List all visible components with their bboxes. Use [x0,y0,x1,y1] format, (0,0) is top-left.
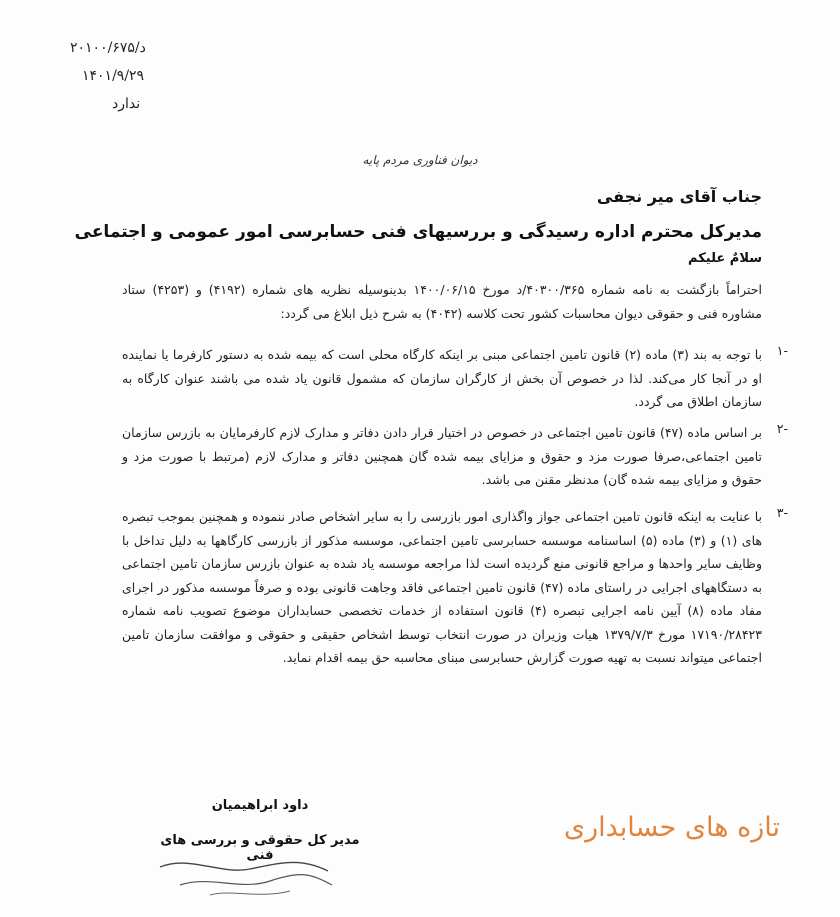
letter-date: ۱۴۰۱/۹/۲۹ [82,68,145,84]
list-item-number: -۲ [776,421,788,436]
handwritten-signature-icon [150,845,340,905]
letter-attachment: ندارد [112,96,141,112]
list-item [122,343,788,414]
list-item [122,505,788,670]
list-item [122,421,788,492]
watermark-text: تازه های حسابداری [563,812,780,843]
greeting: سلامٌ علیکم [688,251,762,266]
list-item-text: با عنایت به اینکه قانون تامین اجتماعی جواز واگذاری امور بازرسی را به سایر اشخاص صادر ننموده و همچنین بموجب تبصره های (۱) و (۳) ماده (۵) اساسنامه موسسه حسابرسی تامین اجتماعی، موسسه مذکور از بازرسی کارگاهها به دلیل تداخل با وظایف سایر واحدها و مراجع قانونی منع گردیده است لذا مراجعه موسسه یاد شده به عنوان بازرس سازمان تامین اجتماعی به دستگاههای اجرایی در راستای ماده (۴۷) قانون تامین اجتماعی فاقد وجاهت قانونی بوده و صرفاً موسسه مذکور در اجرای مفاد ماده (۸) آیین نامه اجرایی تبصره (۴) قانون استفاده از خدمات تخصصی حسابداران موضوع تصویب نامه شماره ۱۷۱۹۰/۲۸۴۲۳ مورخ ۱۳۷۹/۷/۳ هیات وزیران در صورت انتخاب توسط اشخاص حقیقی و حقوقی و موافقت سازمان تامین اجتماعی میتواند نسبت به تهیه صورت گزارش حسابرسی مبنای محاسبه حق بیمه اقدام نماید. [122,509,763,665]
list-item-text: بر اساس ماده (۴۷) قانون تامین اجتماعی در خصوص در اختیار قرار دادن دفاتر و مدارک لازم کارفرمایان به بازرس سازمان تامین اجتماعی،صرفا صورت مزد و حقوق و مزایای بیمه شده گان همچنین دفاتر و مدارک لازم (مرتبط با صورت مزد و حقوق و مزایای بیمه شده گان) مدنظر مقنن می باشد. [122,425,763,487]
signer-role: مدیر کل حقوقی و بررسی های فنی [160,833,360,863]
list-item-text: با توجه به بند (۳) ماده (۲) قانون تامین اجتماعی مبنی بر اینکه کارگاه محلی است که بیمه شده به دستور کارفرما یا نماینده او در آنجا کار می‌کند. لذا در خصوص آن بخش از کارگران سازمان که مشمول قانون یاد شده می باشند عنوان کارگاه به سازمان اطلاق می گردد. [122,347,762,409]
signer-name: داود ابراهیمیان [211,798,309,813]
letter-number: د/۲۰۱۰۰/۶۷۵ [70,40,146,56]
recipient-name: جناب آقای میر نجفی [596,187,762,206]
list-item-number: -۳ [776,505,788,520]
calligraphy-header: دیوان فناوری مردم پایه [362,153,478,167]
list-item-number: -۱ [776,343,788,358]
recipient-title: مدیرکل محترم اداره رسیدگی و بررسیهای فنی حسابرسی امور عمومی و اجتماعی [74,222,762,242]
intro-paragraph: احتراماً بازگشت به نامه شماره ۴۰۳۰۰/۳۶۵/د مورخ ۱۴۰۰/۰۶/۱۵ بدینوسیله نظریه های شماره (۴۱۹۲) و (۴۲۵۳) ستاد مشاوره فنی و حقوقی دیوان محاسبات کشور تحت کلاسه (۴۰۴۲) به شرح ذیل ابلاغ می گردد: [122,282,762,321]
